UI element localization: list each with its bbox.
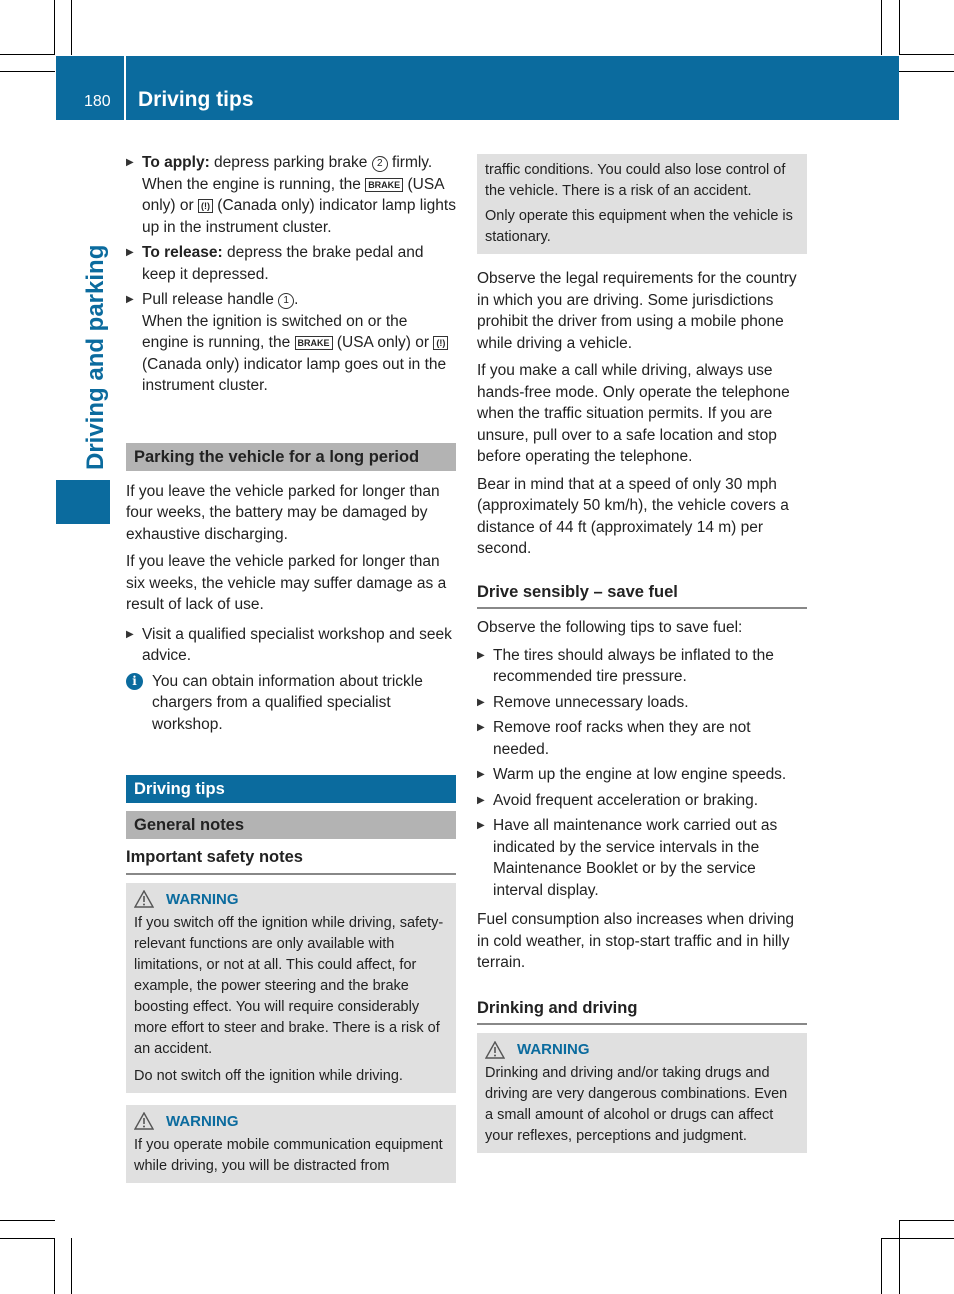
- list-item: [477, 717, 807, 760]
- crop-mark: [899, 71, 954, 72]
- canada-brake-icon: (!): [433, 336, 448, 350]
- warning-triangle-icon: [485, 1041, 505, 1059]
- list-item: [477, 645, 807, 688]
- section-heading: General notes: [126, 811, 456, 839]
- brake-icon: BRAKE: [295, 336, 333, 350]
- info-icon: i: [126, 673, 143, 690]
- triangle-right-icon: ▶: [126, 628, 134, 640]
- fuel-tips-list: [477, 645, 807, 902]
- triangle-right-icon: ▶: [126, 157, 134, 168]
- warning-header: [134, 1111, 448, 1132]
- paragraph: Only operate this equipment when the vehicle is stationary.: [485, 208, 793, 245]
- triangle-right-icon: ▶: [477, 696, 485, 708]
- list-item: [477, 692, 807, 714]
- left-column: [126, 152, 456, 1183]
- section-heading: Driving tips: [126, 775, 456, 803]
- page-number: 180: [84, 93, 111, 110]
- text: depress the brake pedal and keep it depressed.: [142, 244, 424, 283]
- text: Visit a qualified specialist workshop and seek advice.: [142, 625, 452, 664]
- list-item: [126, 152, 456, 238]
- triangle-right-icon: ▶: [477, 649, 485, 661]
- subheading: Important safety notes: [126, 847, 456, 875]
- circle-1-icon: 1: [278, 293, 294, 309]
- release-label: To release:: [142, 244, 223, 261]
- paragraph: traffic conditions. You could also lose control of the vehicle. There is a risk of an accident.: [485, 162, 786, 199]
- warning-header: [134, 889, 448, 910]
- text: Remove roof racks when they are not needed.: [493, 719, 751, 758]
- text: depress parking brake: [209, 154, 372, 171]
- crop-mark: [881, 0, 882, 55]
- info-note: [126, 671, 456, 736]
- paragraph: Fuel consumption also increases when driving in cold weather, in stop-start traffic and in hilly terrain.: [477, 911, 795, 971]
- crop-mark: [881, 1238, 954, 1239]
- text: firmly. When the engine is running, the: [142, 154, 433, 193]
- text: (Canada only) indicator lamp goes out in the instrument cluster.: [142, 355, 447, 394]
- warning-triangle-icon: [134, 890, 154, 908]
- list-item: [126, 624, 456, 667]
- warning-label: WARNING: [166, 890, 239, 908]
- triangle-right-icon: ▶: [477, 794, 485, 806]
- warning-header: [485, 1039, 799, 1060]
- text: Remove unnecessary loads.: [493, 693, 689, 711]
- list-item: [126, 242, 456, 285]
- apply-label: To apply:: [142, 154, 210, 171]
- text: (USA only) or: [142, 175, 444, 214]
- subheading: Drive sensibly – save fuel: [477, 582, 807, 610]
- crop-mark: [881, 1238, 882, 1294]
- paragraph: Observe the following tips to save fuel:: [477, 619, 743, 636]
- text: Avoid frequent acceleration or braking.: [493, 791, 759, 809]
- page-title: Driving tips: [138, 88, 254, 111]
- warning-box: [477, 1033, 807, 1153]
- triangle-right-icon: ▶: [477, 820, 485, 831]
- warning-label: WARNING: [517, 1041, 590, 1058]
- crop-mark: [54, 0, 55, 55]
- paragraph: If you leave the vehicle parked for longer than six weeks, the vehicle may suffer damage as a result of lack of use.: [126, 553, 447, 613]
- list-item: [126, 289, 456, 397]
- paragraph: If you leave the vehicle parked for longer than four weeks, the battery may be damaged by exhaustive discharging.: [126, 482, 440, 543]
- triangle-right-icon: ▶: [126, 247, 134, 258]
- crop-mark: [899, 54, 954, 55]
- paragraph: Drinking and driving and/or taking drugs and driving are very dangerous combinations. Even a small amount of alcohol or drugs can affect your reflexes, perceptions and judgment.: [485, 1065, 788, 1144]
- crop-mark: [54, 1238, 55, 1294]
- warning-box-continued: [477, 154, 807, 254]
- section-heading: Parking the vehicle for a long period: [126, 443, 456, 471]
- warning-box: [126, 883, 456, 1093]
- crop-mark: [0, 54, 55, 55]
- warning-triangle-icon: [134, 1112, 154, 1130]
- text: (Canada only) indicator lamp lights up in the instrument cluster.: [142, 197, 456, 236]
- paragraph: Do not switch off the ignition while driving.: [134, 1067, 403, 1084]
- crop-mark: [71, 1238, 72, 1294]
- crop-mark: [0, 1220, 55, 1221]
- text: (USA only) or: [332, 334, 434, 351]
- text: You can obtain information about trickle chargers from a qualified specialist workshop.: [152, 672, 423, 733]
- crop-mark: [0, 1238, 55, 1239]
- triangle-right-icon: ▶: [126, 294, 134, 305]
- triangle-right-icon: ▶: [477, 722, 485, 733]
- paragraph: If you operate mobile communication equipment while driving, you will be distracted from: [134, 1136, 443, 1174]
- text: Pull release handle: [142, 291, 279, 308]
- warning-label: WARNING: [166, 1112, 239, 1130]
- text: .: [294, 291, 299, 308]
- header-divider: [124, 56, 126, 120]
- crop-mark: [71, 0, 72, 55]
- text: When the ignition is switched on or the engine is running, the: [142, 312, 408, 351]
- crop-mark: [899, 1220, 954, 1221]
- paragraph: Observe the legal requirements for the country in which you are driving. Some jurisdictions prohibit the driver from using a mobile phone while driving a vehicle.: [477, 270, 797, 352]
- paragraph: Bear in mind that at a speed of only 30 mph (approximately 50 km/h), the vehicle covers a distance of 44 ft (approximately 14 m) per second.: [477, 475, 789, 557]
- text: The tires should always be inflated to the recommended tire pressure.: [493, 646, 774, 685]
- brake-icon: BRAKE: [365, 178, 403, 192]
- subheading: Drinking and driving: [477, 998, 807, 1026]
- list-item: [477, 790, 807, 812]
- circle-2-icon: 2: [372, 156, 388, 172]
- right-column: [477, 154, 807, 1153]
- text: Warm up the engine at low engine speeds.: [493, 766, 787, 783]
- list-item: [477, 764, 807, 786]
- triangle-right-icon: ▶: [477, 769, 485, 780]
- crop-mark: [899, 1220, 900, 1294]
- canada-brake-icon: (!): [198, 199, 213, 213]
- crop-mark: [899, 0, 900, 55]
- warning-box: [126, 1105, 456, 1183]
- side-tab-label: Driving and parking: [82, 244, 109, 470]
- paragraph: If you make a call while driving, always use hands-free mode. Only operate the telephone when the traffic situation permits. If you are unsure, pull over to a safe location and stop before operating the telephone.: [477, 362, 790, 465]
- text: Have all maintenance work carried out as indicated by the service intervals in the Maintenance Booklet or by the service interval display.: [493, 817, 778, 899]
- list-item: [477, 815, 807, 901]
- crop-mark: [0, 71, 55, 72]
- paragraph: If you switch off the ignition while driving, safety-relevant functions are only available with limitations, or not at all. This could affect, for example, the power steering and the brake boosting effect. You will require considerably more effort to steer and brake. There is a risk of an accident.: [134, 914, 444, 1057]
